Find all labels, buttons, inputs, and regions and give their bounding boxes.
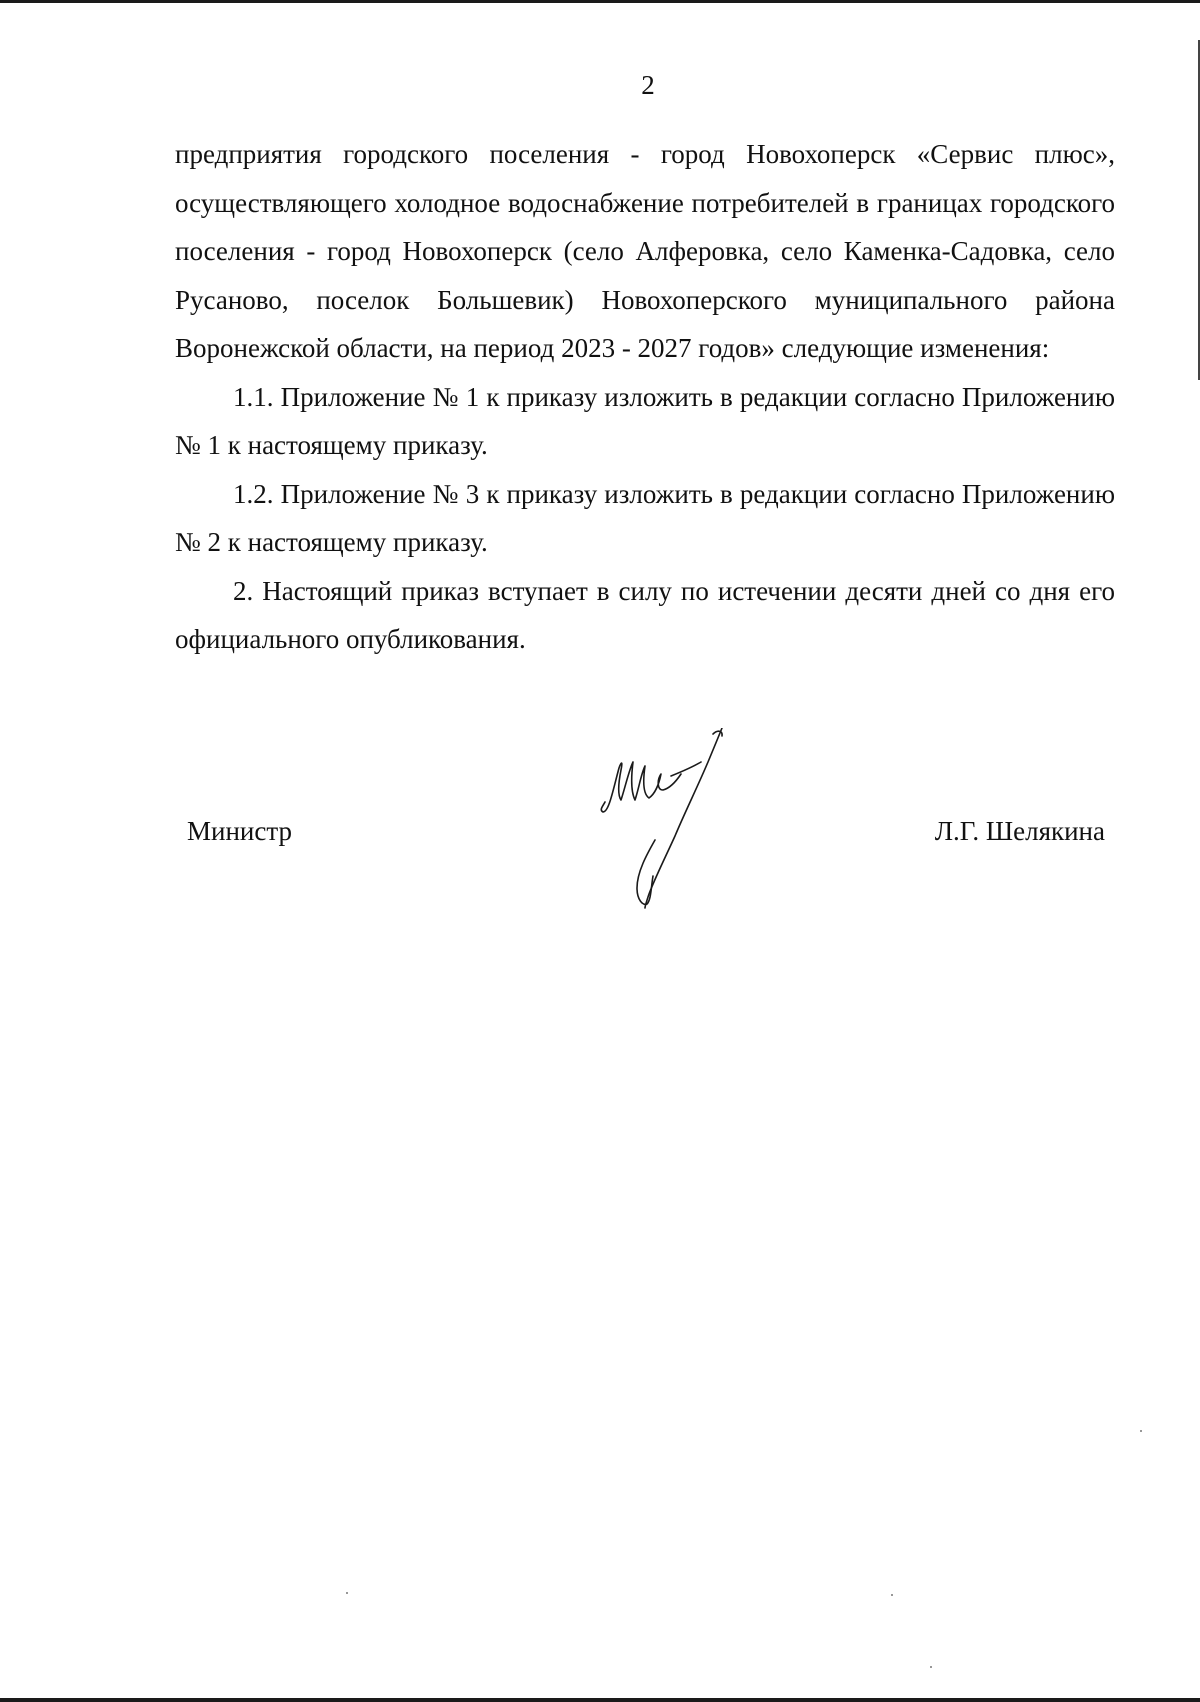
scan-edge-bottom: [0, 1698, 1200, 1702]
scan-speck: [1140, 1430, 1142, 1432]
signature-block: [0, 740, 1200, 920]
scan-speck: [891, 1594, 893, 1596]
scan-speck: [930, 1666, 932, 1668]
scan-speck: [346, 1592, 348, 1594]
paragraph-item-2: 2. Настоящий приказ вступает в силу по истечении десяти дней со дня его официального опубликования.: [175, 575, 1115, 654]
paragraph-item-1-2: 1.2. Приложение № 3 к приказу изложить в редакции согласно Приложению № 2 к настоящему приказу.: [175, 478, 1115, 557]
page-number: 2: [641, 70, 655, 100]
document-body: [175, 130, 1115, 664]
paragraph-continuation: предприятия городского поселения - город Новохоперск «Сервис плюс», осуществляющего холодное водоснабжение потребителей в границах городского поселения - город Новохоперск (село Алферовка, село Каменка-Садовка, село Русаново, поселок Большевик) Новохоперского муниципального района Воронежской области, на период 2023 - 2027 годов» следующие изменения:: [175, 139, 1115, 363]
signatory-title: Министр: [187, 816, 292, 846]
signatory-name: Л.Г. Шелякина: [934, 816, 1105, 846]
signature-icon: [585, 728, 735, 918]
paragraph-item-1-1: 1.1. Приложение № 1 к приказу изложить в редакции согласно Приложению № 1 к настоящему приказу.: [175, 381, 1115, 460]
scan-edge-top: [0, 0, 1200, 3]
